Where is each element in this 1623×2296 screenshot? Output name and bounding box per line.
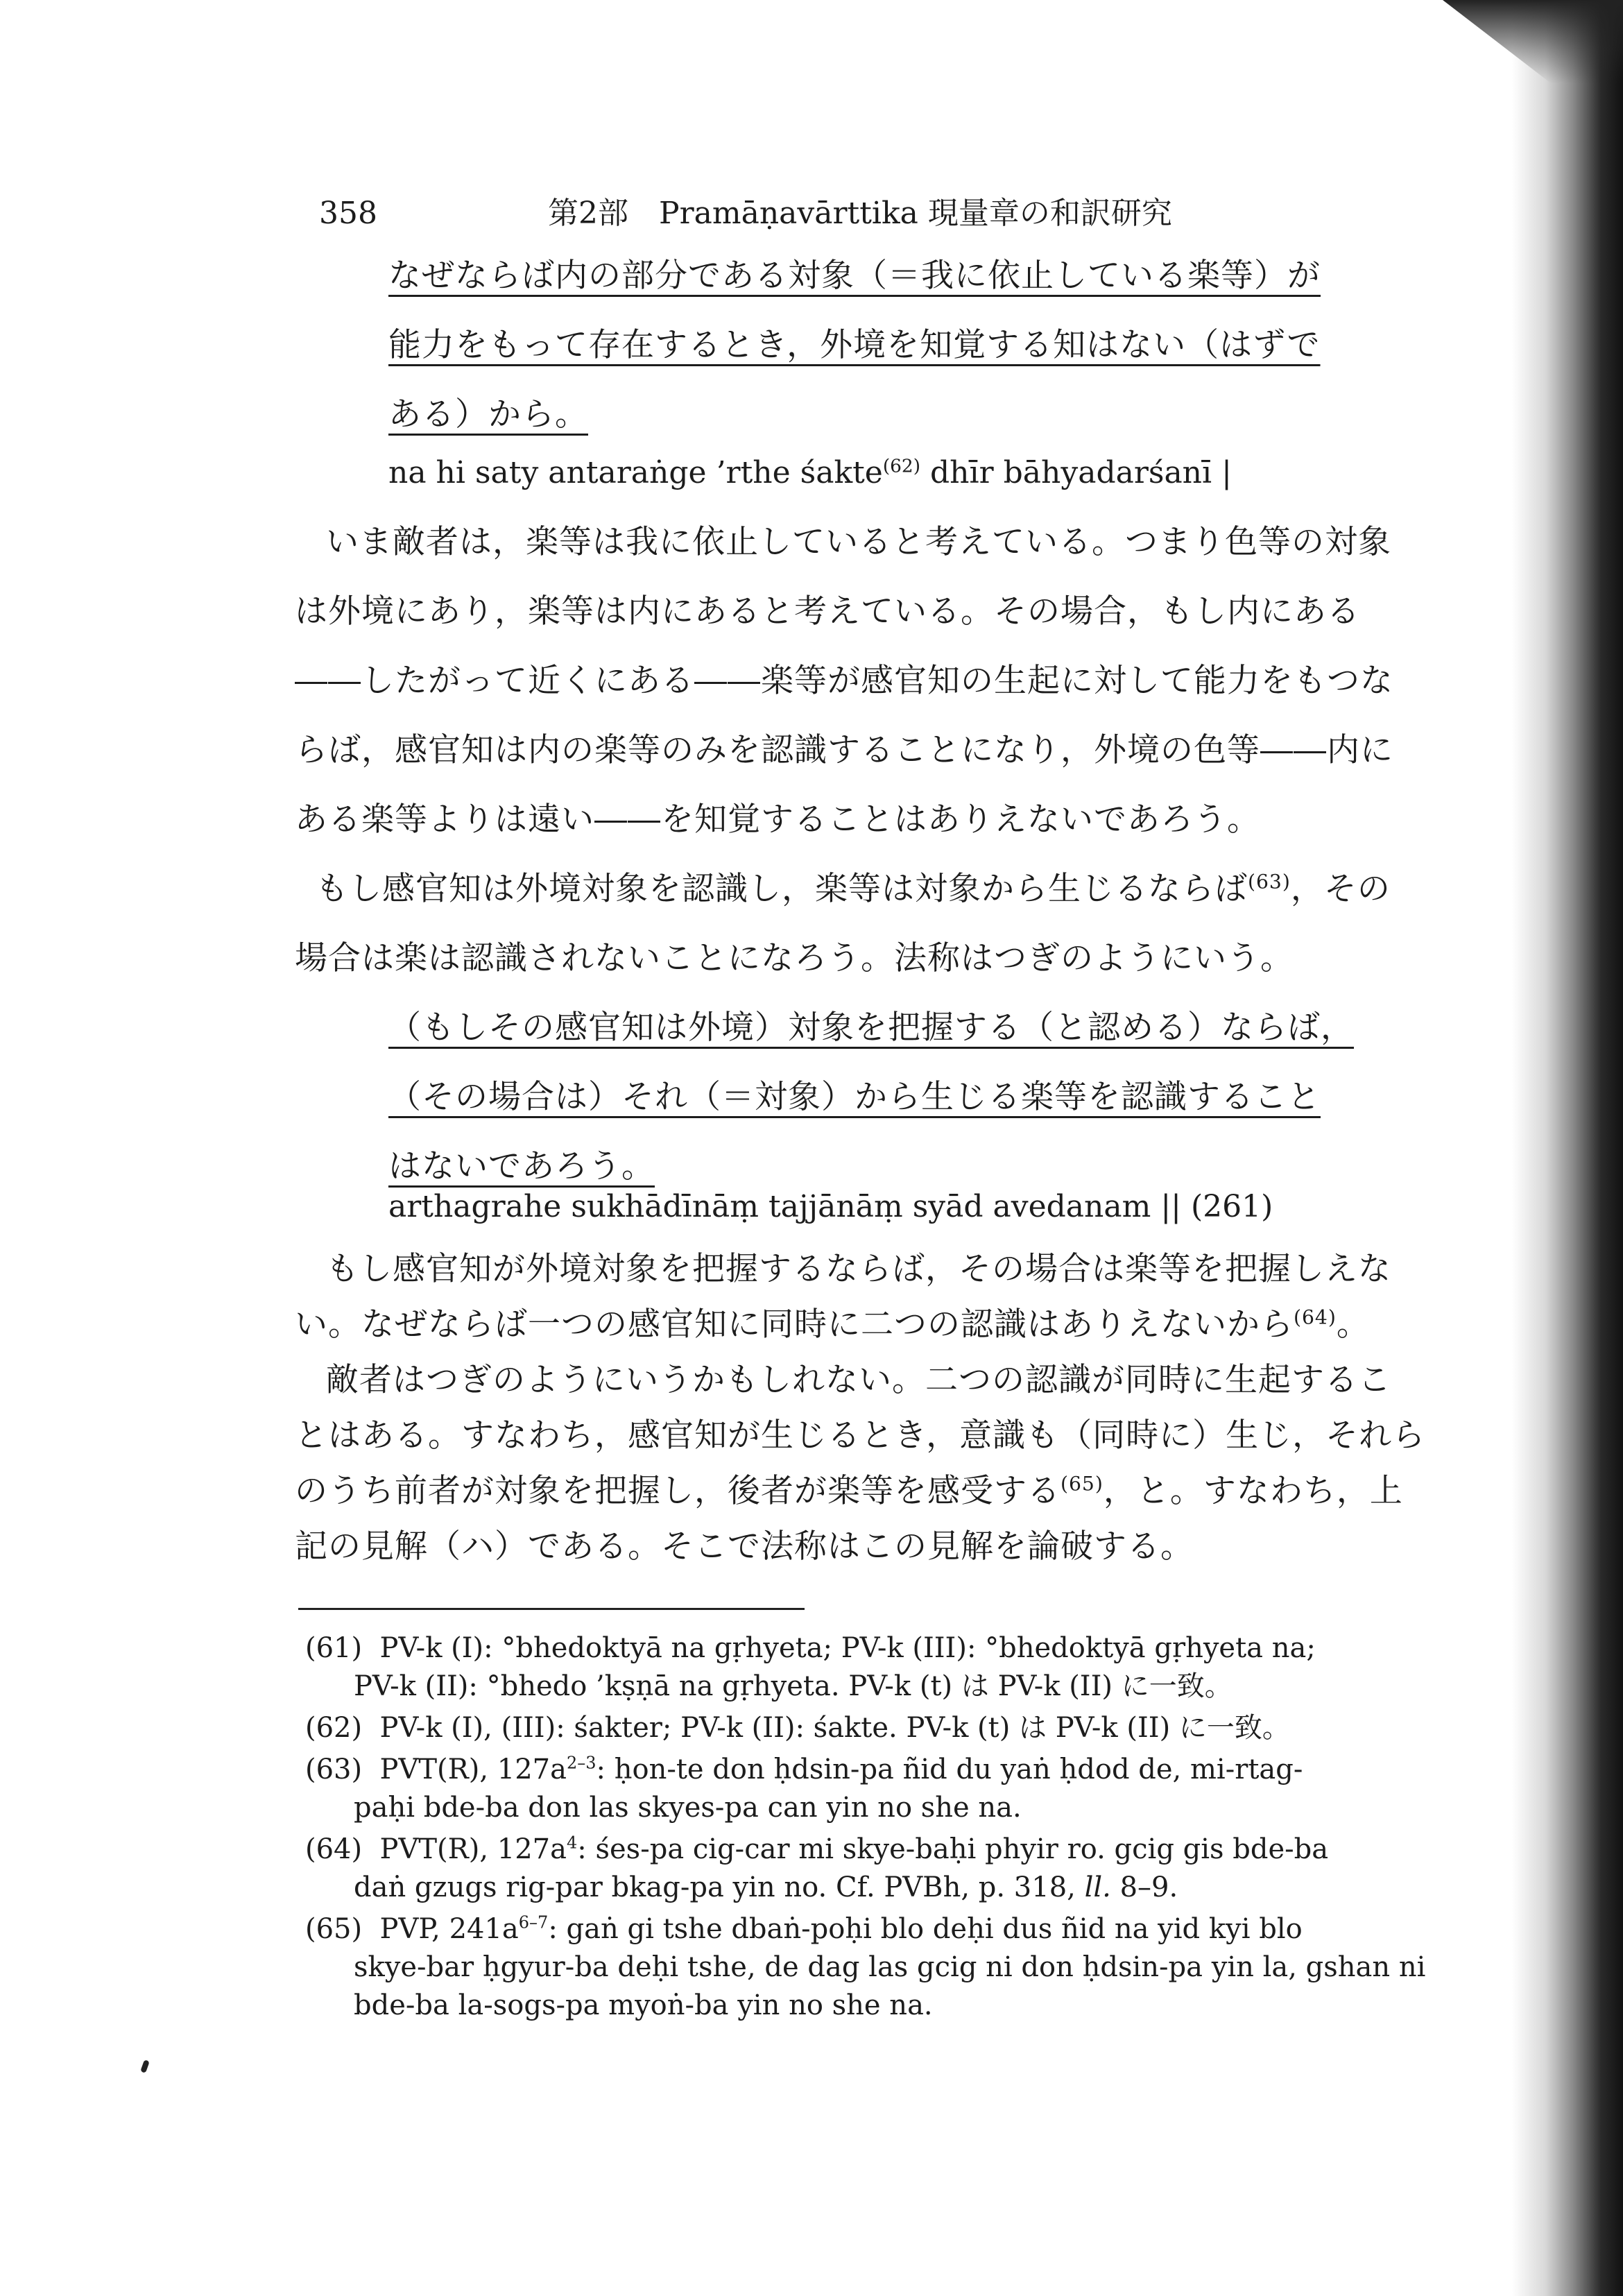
para4-line3: のうち前者が対象を把握し，後者が楽等を感受する$^{(65)}$，と。すなわち，上 — [295, 1472, 1403, 1510]
verse1-line3: ある）から。 — [388, 395, 588, 434]
page-header — [319, 193, 1290, 234]
para1-line1: いま敵者は，楽等は我に依止していると考えている。つまり色等の対象 — [326, 523, 1391, 561]
verse2-line2: （その場合は）それ（＝対象）から生じる楽等を認識すること — [388, 1078, 1321, 1116]
sanskrit-verse-2: arthagrahe sukhādīnāṃ tajjānāṃ syād avedanam || (261) — [388, 1189, 1273, 1224]
note-ref-63: (63) — [1248, 870, 1291, 893]
para4-line2: とはある。すなわち，感官知が生じるとき，意識も（同時に）生じ，それら — [295, 1416, 1426, 1455]
page-number: 358 — [319, 196, 377, 231]
footnote-63-line2: paḥi bde-ba don las skyes-pa can yin no she na. — [354, 1792, 1022, 1824]
para3-line2: い。なぜならば一つの感官知に同時に二つの認識はありえないから$^{(64)}$。 — [295, 1305, 1370, 1344]
para2-line1: もし感官知は外境対象を認識し，楽等は対象から生じるならば$^{(63)}$，その — [316, 870, 1391, 908]
footnote-64-line2: daṅ gzugs rig-par bkag-pa yin no. Cf. PVBh, p. 318, ll. 8–9. — [354, 1871, 1178, 1903]
sanskrit-verse-1: na hi saty antaraṅge ’rthe śakte$^{(62)}$ dhīr bāhyadarśanī | — [388, 455, 1232, 490]
para4-line1: 敵者はつぎのようにいうかもしれない。二つの認識が同時に生起するこ — [326, 1361, 1391, 1399]
para3-line1: もし感官知が外境対象を把握するならば，その場合は楽等を把握しえな — [326, 1250, 1391, 1288]
footnote-65-line3: bde-ba la-sogs-pa myoṅ-ba yin no she na. — [354, 1989, 933, 2021]
verse1-line1: なぜならば内の部分である対象（＝我に依止している楽等）が — [388, 257, 1321, 295]
footnote-rule — [298, 1608, 805, 1610]
note-ref-62: (62) — [882, 455, 921, 477]
book-spine-shadow — [1512, 0, 1623, 2296]
footnote-62: (62) PV-k (I), (III): śakter; PV-k (II): śakte. PV-k (t) は PV-k (II) に一致。 — [305, 1712, 1290, 1744]
para1-line4: らば，感官知は内の楽等のみを認識することになり，外境の色等――内に — [295, 731, 1393, 769]
verse2-line1: （もしその感官知は外境）対象を把握する（と認める）ならば， — [388, 1009, 1354, 1047]
verse2-line3: はないであろう。 — [388, 1147, 655, 1185]
para1-line3: ――したがって近くにある――楽等が感官知の生起に対して能力をもつな — [295, 662, 1393, 700]
footnote-61-line1: (61) PV-k (I): °bhedoktyā na gṛhyeta; PV-k (III): °bhedoktyā gṛhyeta na; — [305, 1632, 1316, 1664]
para1-line5: ある楽等よりは遠い――を知覚することはありえないであろう。 — [295, 800, 1260, 839]
para1-line2: は外境にあり，楽等は内にあると考えている。その場合，もし内にある — [295, 592, 1360, 631]
para2-line2: 場合は楽は認識されないことになろう。法称はつぎのようにいう。 — [295, 939, 1294, 977]
footnote-61-line2: PV-k (II): °bhedo ’kṣṇā na gṛhyeta. PV-k (t) は PV-k (II) に一致。 — [354, 1670, 1233, 1702]
footnote-65-line1: (65) PVP, $241a^{6-7}$: gaṅ gi tshe dbaṅ-poḥi blo deḥi dus ñid na yid kyi blo — [305, 1912, 1303, 1945]
footnote-65-line2: skye-bar ḥgyur-ba deḥi tshe, de dag las gcig ni don ḥdsin-pa yin la, gshan ni — [354, 1951, 1426, 1983]
verse1-line2: 能力をもって存在するとき，外境を知覚する知はない（はずで — [388, 326, 1321, 364]
para4-line4: 記の見解（ハ）である。そこで法称はこの見解を論破する。 — [295, 1527, 1194, 1566]
running-title: 第2部 Pramāṇavārttika 現量章の和訳研究 — [548, 196, 1172, 231]
scan-speck — [140, 2059, 150, 2073]
footnote-64-line1: (64) PVT(R), $127a^4$: śes-pa cig-car mi skye-baḥi phyir ro. gcig gis bde-ba — [305, 1833, 1329, 1865]
note-ref-64: (64) — [1294, 1305, 1337, 1329]
footnote-63-line1: (63) PVT(R), $127a^{2-3}$: ḥon-te don ḥdsin-pa ñid du yaṅ ḥdod de, mi-rtag- — [305, 1753, 1303, 1785]
note-ref-65: (65) — [1060, 1472, 1104, 1496]
